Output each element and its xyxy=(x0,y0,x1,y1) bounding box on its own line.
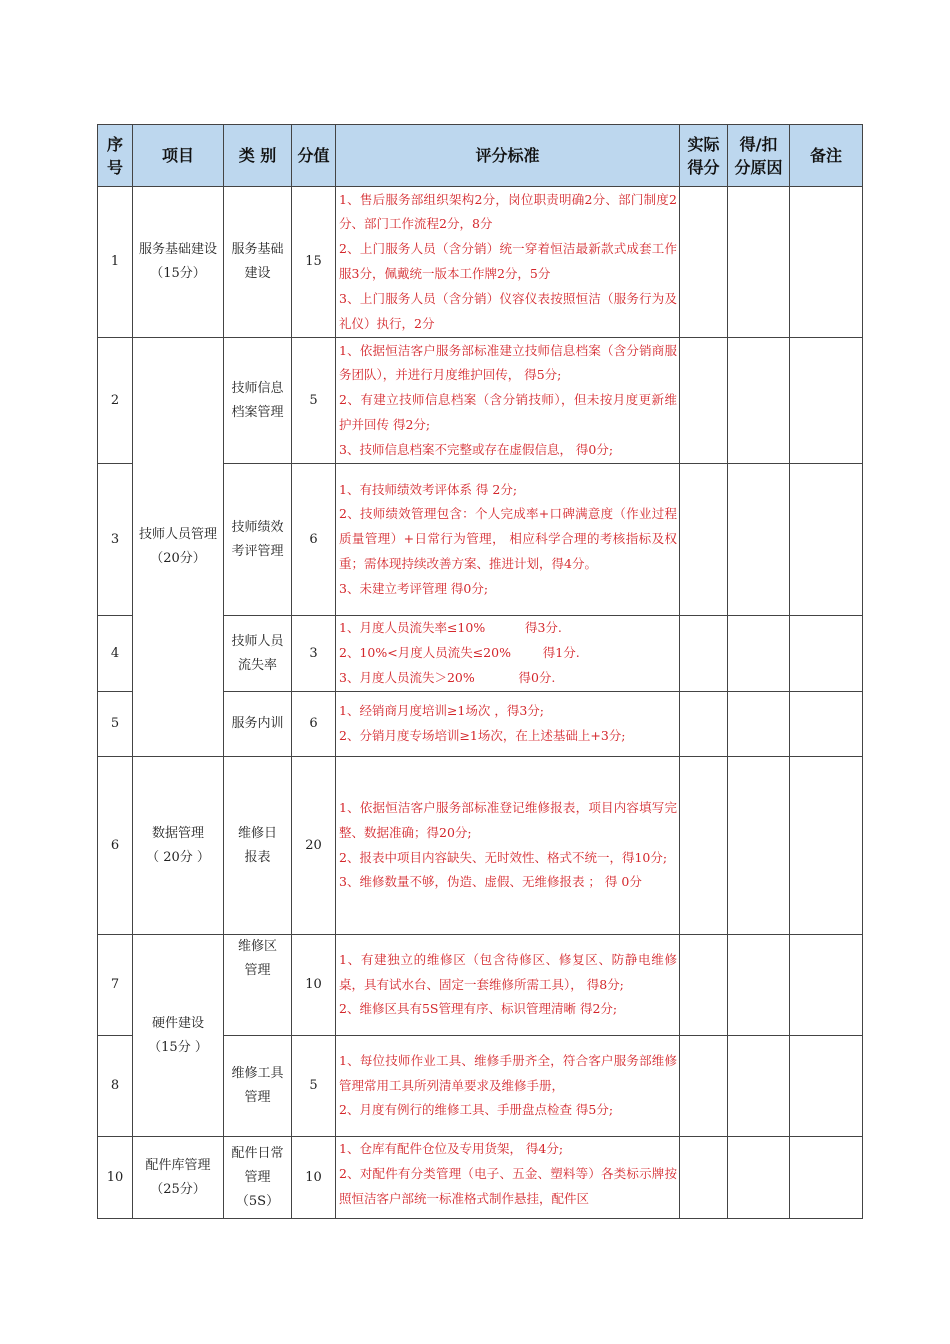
reason-cell[interactable] xyxy=(728,338,790,464)
remark-cell[interactable] xyxy=(790,464,863,616)
criteria-line: 1、有建独立的维修区（包含待修区、修复区、防静电维修桌，具有试水台、固定一套维修所需工具）， 得8分; xyxy=(339,951,677,992)
table-row xyxy=(98,935,863,1036)
seq-cell: 10 xyxy=(98,1137,133,1219)
actual-score-cell[interactable] xyxy=(680,464,728,616)
actual-score-cell[interactable] xyxy=(680,616,728,692)
seq-cell: 8 xyxy=(98,1036,133,1137)
seq-cell: 1 xyxy=(98,187,133,338)
criteria-line: 2、报表中项目内容缺失、无时效性、格式不统一，得10分; xyxy=(339,849,668,865)
seq-cell: 7 xyxy=(98,935,133,1036)
criteria-line: 2、月度有例行的维修工具、手册盘点检查 得5分; xyxy=(339,1102,614,1118)
remark-cell[interactable] xyxy=(790,338,863,464)
criteria-line: 1、依据恒洁客户服务部标准登记维修报表，项目内容填写完整、数据准确；得20分; xyxy=(339,799,677,840)
score-cell: 5 xyxy=(292,1036,336,1137)
criteria-line: 1、月度人员流失率≤10% 得3分. xyxy=(339,620,562,636)
criteria-line: 3、未建立考评管理 得0分; xyxy=(339,580,489,596)
criteria-line: 3、技师信息档案不完整或存在虚假信息， 得0分; xyxy=(339,441,614,457)
remark-cell[interactable] xyxy=(790,187,863,338)
criteria-line: 2、技师绩效管理包含：个人完成率+口碑满意度（作业过程质量管理）+日常行为管理， 相应科学合理的考核指标及权重；需体现持续改善方案、推进计划，得4分。 xyxy=(339,506,677,571)
reason-cell[interactable] xyxy=(728,1137,790,1219)
seq-cell: 6 xyxy=(98,757,133,935)
reason-cell[interactable] xyxy=(728,935,790,1036)
criteria-line: 2、对配件有分类管理（电子、五金、塑料等）各类标示牌按照恒洁客户部统一标准格式制作悬挂，配件区 xyxy=(339,1165,677,1206)
criteria-line: 2、有建立技师信息档案（含分销技师），但未按月度更新维护并回传 得2分; xyxy=(339,392,677,432)
criteria-cell xyxy=(336,464,680,616)
header-reason: 得/扣 分原因 xyxy=(728,125,790,187)
criteria-cell xyxy=(336,616,680,692)
remark-cell[interactable] xyxy=(790,935,863,1036)
actual-score-cell[interactable] xyxy=(680,1036,728,1137)
seq-cell: 2 xyxy=(98,338,133,464)
actual-score-cell[interactable] xyxy=(680,692,728,757)
actual-score-cell[interactable] xyxy=(680,935,728,1036)
criteria-line: 1、仓库有配件仓位及专用货架， 得4分; xyxy=(339,1141,564,1156)
remark-cell[interactable] xyxy=(790,757,863,935)
table-row xyxy=(98,187,863,338)
category-cell: 技师信息 档案管理 xyxy=(224,338,292,464)
score-cell: 20 xyxy=(292,757,336,935)
score-cell: 15 xyxy=(292,187,336,338)
header-criteria: 评分标准 xyxy=(336,125,680,187)
remark-cell[interactable] xyxy=(790,1137,863,1219)
header-actual-score: 实际 得分 xyxy=(680,125,728,187)
criteria-line: 2、10%<月度人员流失≤20% 得1分. xyxy=(339,645,580,661)
seq-cell: 5 xyxy=(98,692,133,757)
criteria-line: 1、有技师绩效考评体系 得 2分; xyxy=(339,481,518,497)
category-cell: 维修日 报表 xyxy=(224,757,292,935)
actual-score-cell[interactable] xyxy=(680,187,728,338)
category-cell: 维修区 管理 xyxy=(224,935,292,1036)
scoring-table xyxy=(97,124,863,1219)
reason-cell[interactable] xyxy=(728,692,790,757)
header-seq: 序 号 xyxy=(98,125,133,187)
item-cell: 服务基础建设 （15分） xyxy=(133,187,224,338)
seq-cell: 3 xyxy=(98,464,133,616)
reason-cell[interactable] xyxy=(728,616,790,692)
category-cell: 配件日常 管理 （5S） xyxy=(224,1137,292,1219)
criteria-line: 3、月度人员流失＞20% 得0分. xyxy=(339,669,556,685)
category-cell: 服务基础 建设 xyxy=(224,187,292,338)
score-cell: 6 xyxy=(292,464,336,616)
item-cell: 配件库管理 （25分） xyxy=(133,1137,224,1219)
criteria-line: 1、依据恒洁客户服务部标准建立技师信息档案（含分销商服务团队），并进行月度维护回传， 得5分; xyxy=(339,342,677,383)
criteria-line: 3、维修数量不够，伪造、虚假、无维修报表 ； 得 0分 xyxy=(339,874,642,890)
item-cell: 硬件建设 （15分 ） xyxy=(133,935,224,1137)
seq-cell: 4 xyxy=(98,616,133,692)
criteria-cell xyxy=(336,1137,680,1219)
header-score: 分值 xyxy=(292,125,336,187)
actual-score-cell[interactable] xyxy=(680,338,728,464)
item-cell: 技师人员管理 （20分） xyxy=(133,338,224,757)
header-category: 类 别 xyxy=(224,125,292,187)
reason-cell[interactable] xyxy=(728,1036,790,1137)
category-cell: 维修工具 管理 xyxy=(224,1036,292,1137)
category-cell: 技师绩效 考评管理 xyxy=(224,464,292,616)
criteria-line: 1、经销商月度培训≥1场次 ，得3分; xyxy=(339,703,545,719)
score-cell: 5 xyxy=(292,338,336,464)
criteria-cell xyxy=(336,187,680,338)
criteria-line: 2、上门服务人员（含分销）统一穿着恒洁最新款式成套工作服3分，佩戴统一版本工作牌2分，5分 xyxy=(339,241,677,281)
actual-score-cell[interactable] xyxy=(680,757,728,935)
criteria-cell xyxy=(336,935,680,1036)
criteria-cell xyxy=(336,338,680,464)
score-cell: 10 xyxy=(292,1137,336,1219)
table-row xyxy=(98,338,863,464)
category-cell: 技师人员 流失率 xyxy=(224,616,292,692)
reason-cell[interactable] xyxy=(728,464,790,616)
criteria-cell xyxy=(336,1036,680,1137)
criteria-line: 1、售后服务部组织架构2分，岗位职责明确2分、部门制度2分、部门工作流程2分，8分 xyxy=(339,191,677,232)
table-row xyxy=(98,757,863,935)
reason-cell[interactable] xyxy=(728,187,790,338)
score-cell: 6 xyxy=(292,692,336,757)
criteria-line: 2、分销月度专场培训≥1场次，在上述基础上+3分; xyxy=(339,728,626,743)
header-remark: 备注 xyxy=(790,125,863,187)
criteria-cell xyxy=(336,692,680,757)
category-cell: 服务内训 xyxy=(224,692,292,757)
remark-cell[interactable] xyxy=(790,616,863,692)
score-cell: 3 xyxy=(292,616,336,692)
criteria-line: 1、每位技师作业工具、维修手册齐全，符合客户服务部维修管理常用工具所列清单要求及维修手册， xyxy=(339,1052,677,1093)
remark-cell[interactable] xyxy=(790,692,863,757)
remark-cell[interactable] xyxy=(790,1036,863,1137)
criteria-cell xyxy=(336,757,680,935)
score-cell: 10 xyxy=(292,935,336,1036)
actual-score-cell[interactable] xyxy=(680,1137,728,1219)
reason-cell[interactable] xyxy=(728,757,790,935)
header-item: 项目 xyxy=(133,125,224,187)
header-row xyxy=(98,125,863,187)
criteria-line: 3、上门服务人员（含分销）仪容仪表按照恒洁（服务行为及礼仪）执行，2分 xyxy=(339,290,677,331)
criteria-line: 2、维修区具有5S管理有序、标识管理清晰 得2分; xyxy=(339,1001,618,1017)
table-row xyxy=(98,1137,863,1219)
item-cell: 数据管理 （ 20分 ） xyxy=(133,757,224,935)
